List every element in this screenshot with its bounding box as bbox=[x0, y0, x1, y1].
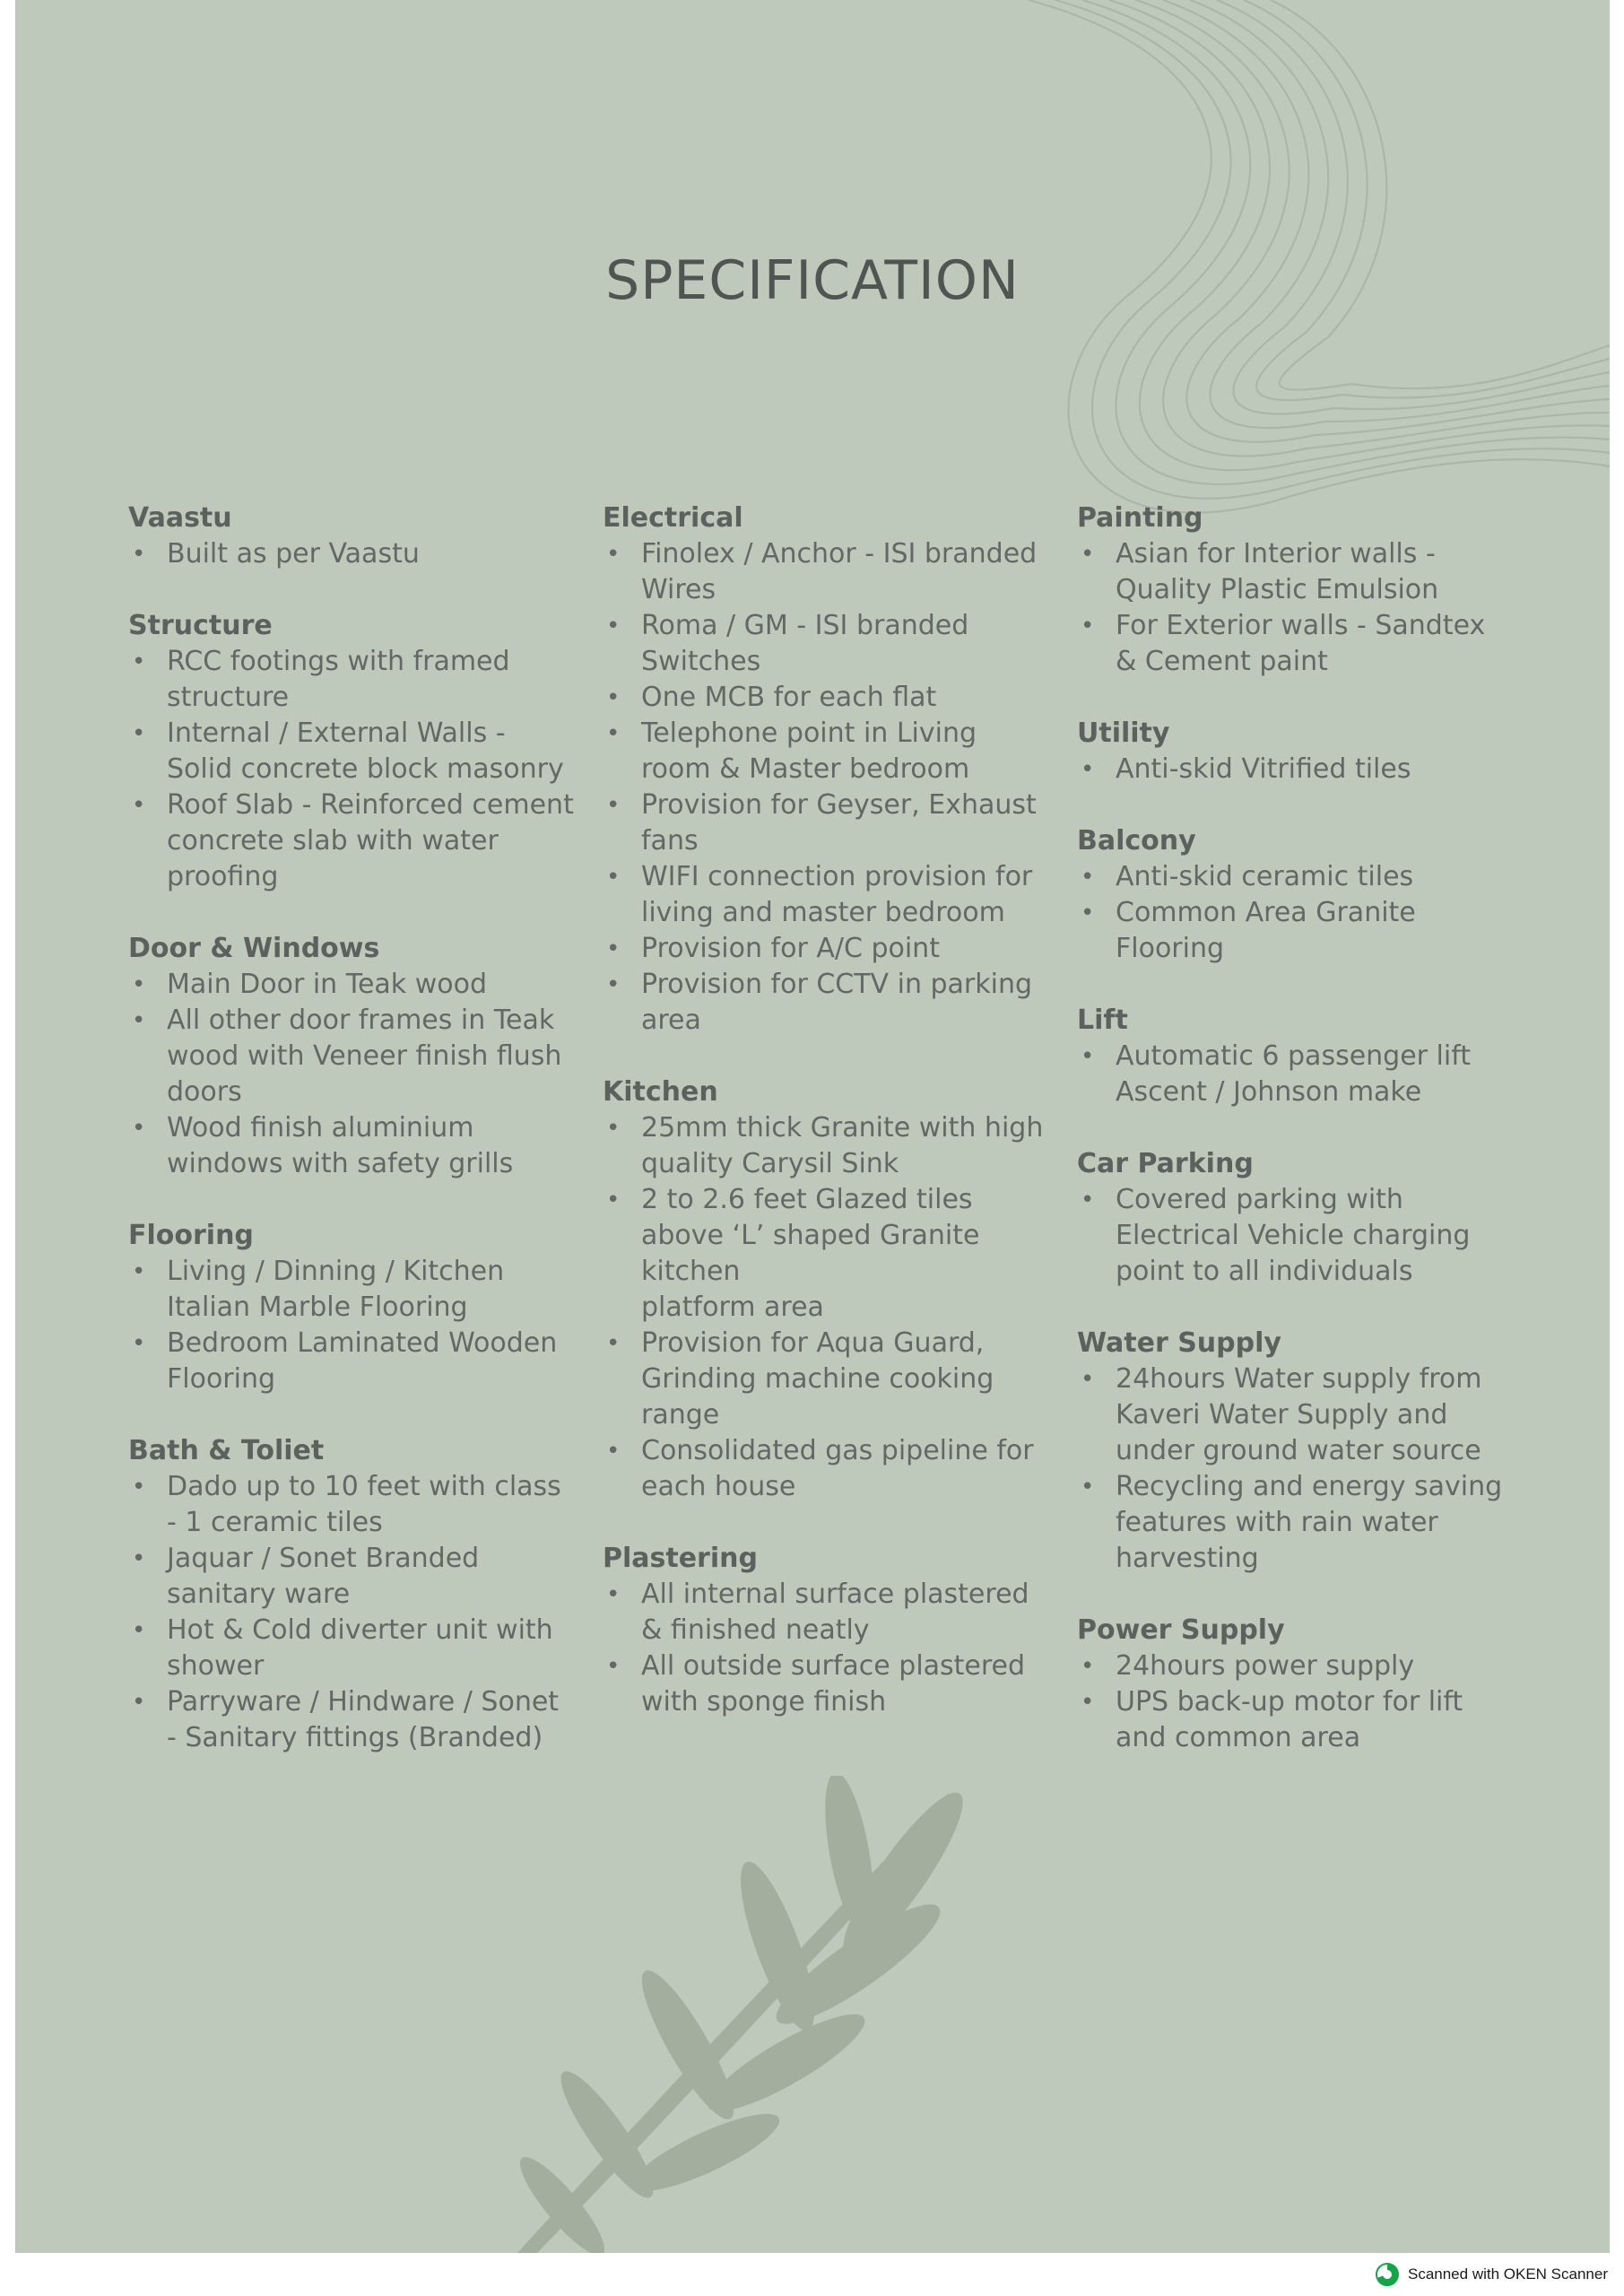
section-water-supply bbox=[1077, 1326, 1507, 1577]
section-heading: Kitchen bbox=[603, 1076, 718, 1108]
section-structure bbox=[128, 608, 577, 895]
scanner-watermark bbox=[1376, 2263, 1608, 2286]
spec-list bbox=[128, 536, 577, 572]
section-heading: Painting bbox=[1077, 502, 1203, 534]
spec-list bbox=[1077, 752, 1507, 787]
spec-list bbox=[1077, 1039, 1507, 1110]
section-heading: Water Supply bbox=[1077, 1327, 1281, 1359]
section-heading: Bath & Toliet bbox=[128, 1435, 325, 1466]
spec-item: • All internal surface plastered & finished neatly bbox=[603, 1577, 1051, 1648]
spec-item: • Anti-skid ceramic tiles bbox=[1077, 859, 1507, 895]
spec-item: • WIFI connection provision for living and master bedroom bbox=[603, 859, 1051, 931]
spec-list bbox=[1077, 1182, 1507, 1290]
spec-item: • 2 to 2.6 feet Glazed tiles above ‘L’ shaped Granite kitchen bbox=[603, 1182, 1051, 1290]
section-heading: Door & Windows bbox=[128, 933, 380, 964]
section-plastering bbox=[603, 1541, 1051, 1720]
scanner-watermark-text: Scanned with OKEN Scanner bbox=[1407, 2266, 1608, 2283]
spec-item: • All outside surface plastered with sponge finish bbox=[603, 1648, 1051, 1720]
section-door-windows bbox=[128, 931, 577, 1182]
spec-list bbox=[128, 644, 577, 895]
spec-item: • Provision for CCTV in parking area bbox=[603, 967, 1051, 1039]
leaf-branch-decoration bbox=[482, 1776, 1055, 2253]
spec-item: • One MCB for each flat bbox=[603, 680, 1051, 716]
spec-list bbox=[603, 1110, 1051, 1505]
spec-list bbox=[1077, 859, 1507, 967]
spec-item: • Provision for Aqua Guard, Grinding machine cooking range bbox=[603, 1326, 1051, 1433]
section-painting bbox=[1077, 500, 1507, 680]
section-utility bbox=[1077, 716, 1507, 787]
section-car-parking bbox=[1077, 1146, 1507, 1290]
spec-column-2 bbox=[603, 500, 1051, 1756]
section-kitchen bbox=[603, 1074, 1051, 1505]
spec-item: • 25mm thick Granite with high quality Carysil Sink bbox=[603, 1110, 1051, 1182]
section-lift bbox=[1077, 1003, 1507, 1110]
spec-item: • Dado up to 10 feet with class - 1 ceramic tiles bbox=[128, 1469, 577, 1541]
section-vaastu bbox=[128, 500, 577, 572]
spec-item: • Internal / External Walls - Solid concrete block masonry bbox=[128, 716, 577, 787]
section-heading: Plastering bbox=[603, 1543, 758, 1574]
spec-item: • Telephone point in Living room & Master bedroom bbox=[603, 716, 1051, 787]
section-heading: Vaastu bbox=[128, 502, 232, 534]
section-heading: Utility bbox=[1077, 718, 1170, 749]
scanner-logo-icon bbox=[1376, 2263, 1399, 2286]
spec-list bbox=[603, 536, 1051, 1039]
section-balcony bbox=[1077, 823, 1507, 967]
spec-item: • Anti-skid Vitrified tiles bbox=[1077, 752, 1507, 787]
spec-list bbox=[128, 1254, 577, 1397]
spec-item: • Consolidated gas pipeline for each house bbox=[603, 1433, 1051, 1505]
spec-item: • Bedroom Laminated Wooden Flooring bbox=[128, 1326, 577, 1397]
section-heading: Power Supply bbox=[1077, 1614, 1285, 1646]
section-bath-toilet bbox=[128, 1433, 577, 1756]
spec-item: • Finolex / Anchor - ISI branded Wires bbox=[603, 536, 1051, 608]
spec-list bbox=[128, 967, 577, 1182]
section-flooring bbox=[128, 1218, 577, 1397]
page-title: SPECIFICATION bbox=[605, 249, 1020, 312]
spec-column-3 bbox=[1077, 500, 1507, 1792]
spec-item: • Living / Dinning / Kitchen Italian Marble Flooring bbox=[128, 1254, 577, 1326]
spec-column-1 bbox=[128, 500, 577, 1792]
spec-item: • Automatic 6 passenger lift Ascent / Johnson make bbox=[1077, 1039, 1507, 1110]
section-heading: Electrical bbox=[603, 502, 743, 534]
spec-item: • Provision for Geyser, Exhaust fans bbox=[603, 787, 1051, 859]
spec-item: • Roma / GM - ISI branded Switches bbox=[603, 608, 1051, 680]
specification-page bbox=[15, 0, 1610, 2253]
section-heading: Car Parking bbox=[1077, 1148, 1254, 1179]
spec-list bbox=[1077, 536, 1507, 680]
section-heading: Structure bbox=[128, 610, 273, 641]
spec-item: • 24hours Water supply from Kaveri Water Supply and under ground water source bbox=[1077, 1361, 1507, 1469]
spec-item: • Roof Slab - Reinforced cement concrete slab with water proofing bbox=[128, 787, 577, 895]
spec-item: • RCC footings with framed structure bbox=[128, 644, 577, 716]
section-electrical bbox=[603, 500, 1051, 1039]
spec-item: • Parryware / Hindware / Sonet - Sanitary fittings (Branded) bbox=[128, 1684, 577, 1756]
spec-item: • Asian for Interior walls - Quality Plastic Emulsion bbox=[1077, 536, 1507, 608]
spec-item: • Common Area Granite Flooring bbox=[1077, 895, 1507, 967]
spec-item: • Main Door in Teak wood bbox=[128, 967, 577, 1003]
spec-item: • Jaquar / Sonet Branded sanitary ware bbox=[128, 1541, 577, 1613]
section-heading: Balcony bbox=[1077, 825, 1196, 857]
spec-list bbox=[128, 1469, 577, 1756]
spec-item: • UPS back-up motor for lift and common area bbox=[1077, 1684, 1507, 1756]
spec-item: • Hot & Cold diverter unit with shower bbox=[128, 1613, 577, 1684]
spec-list bbox=[1077, 1648, 1507, 1756]
spec-list bbox=[1077, 1361, 1507, 1577]
spec-item: platform area bbox=[641, 1292, 824, 1323]
spec-item: • All other door frames in Teak wood with Veneer finish flush doors bbox=[128, 1003, 577, 1110]
section-heading: Lift bbox=[1077, 1004, 1128, 1036]
section-power-supply bbox=[1077, 1613, 1507, 1756]
spec-item: • Covered parking with Electrical Vehicle charging point to all individuals bbox=[1077, 1182, 1507, 1290]
spec-list bbox=[603, 1577, 1051, 1720]
spec-item: • Provision for A/C point bbox=[603, 931, 1051, 967]
spec-item: • Built as per Vaastu bbox=[128, 536, 577, 572]
spec-item: • 24hours power supply bbox=[1077, 1648, 1507, 1684]
section-heading: Flooring bbox=[128, 1220, 254, 1251]
spec-item: • For Exterior walls - Sandtex & Cement paint bbox=[1077, 608, 1507, 680]
spec-item: • Wood finish aluminium windows with safety grills bbox=[128, 1110, 577, 1182]
spec-item: • Recycling and energy saving features with rain water harvesting bbox=[1077, 1469, 1507, 1577]
